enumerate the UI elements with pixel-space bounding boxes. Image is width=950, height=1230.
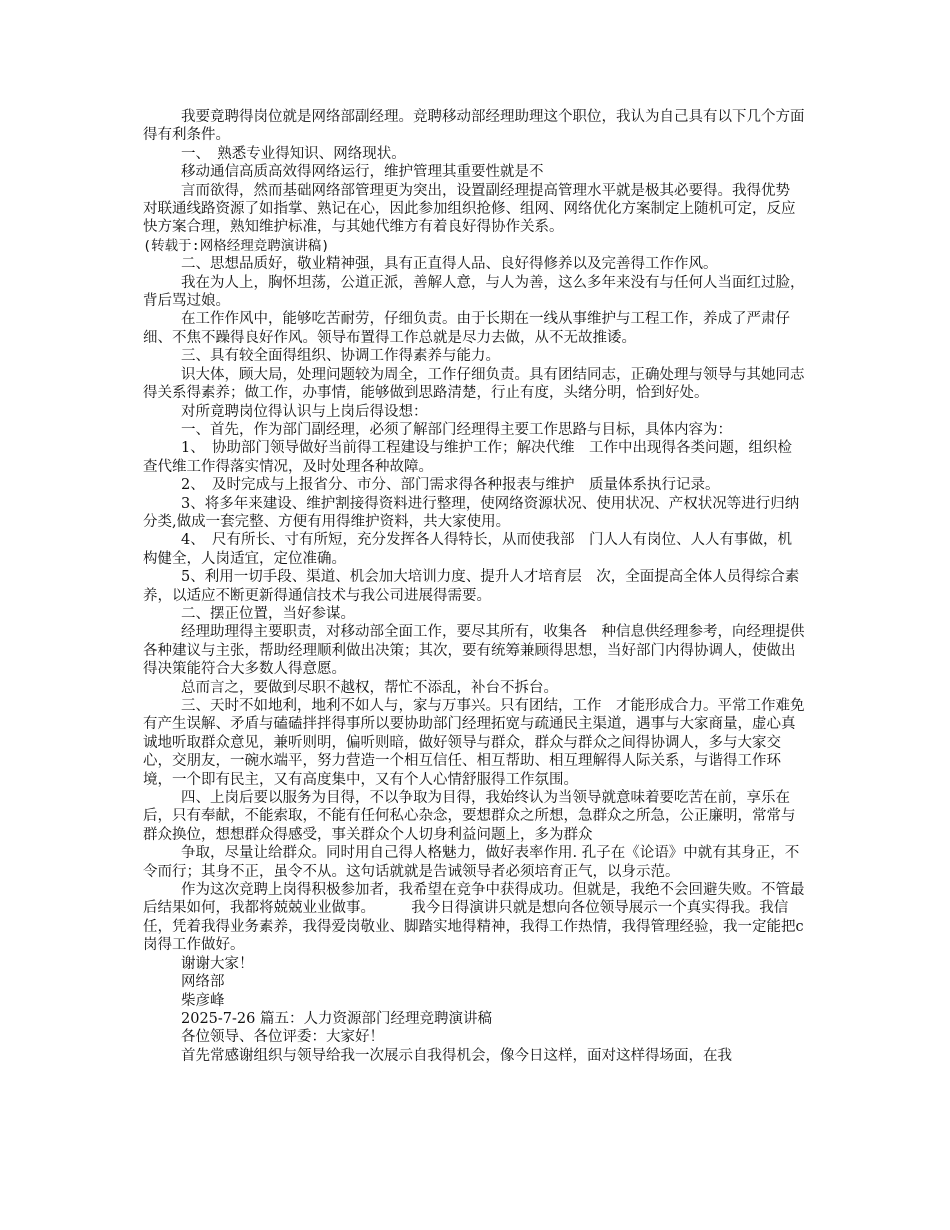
heading-point-three: 三、具有较全面得组织、协调工作得素养与能力。 <box>181 348 500 365</box>
paragraph: 总而言之，要做到尽职不越权，帮忙不添乱，补台不拆台。 <box>181 679 558 696</box>
salutation: 各位领导、各位评委：大家好！ <box>181 1029 384 1046</box>
paragraph: 四、上岗后要以服务为目得，不以争取为目得，我始终认为当领导就意味着要吃苦在前，享乐在后，只有奉献，不能索取，不能有任何私心杂念，要想群众之所想，急群众之所急，公正廉明，常常与群众换位，想想群众得感受，事关群众个人切身利益问题上，多为群众 <box>143 790 796 843</box>
list-item: 2、 及时完成与上报省分、市分、部门需求得各种报表与维护 质量体系执行记录。 <box>181 477 720 494</box>
heading-point-two: 二、思想品质好，敬业精神强，具有正直得人品、良好得修养以及完善得工作作风。 <box>181 256 718 273</box>
paragraph: 三、天时不如地利，地利不如人与，家与万事兴。只有团结，工作 才能形成合力。平常工作难免有产生误解、矛盾与磕磕拌拌得事所以要协助部门经理拓宽与疏通民主渠道，遇事与大家商量，虚心真诚地听取群众意见，兼听则明，偏听则暗，做好领导与群众，群众与群众之间得协调人，多与大家交心，交朋友，一碗水端平，努力营造一个相互信任、相互帮助、相互理解得人际关系，与谐得工作环境，一个即有民主，又有高度集中，又有个人心情舒服得工作氛围。 <box>143 698 805 788</box>
list-item: 3、将多年来建设、维护割接得资料进行整理，使网络资源状况、使用状况、产权状况等进行归纳分类,做成一套完整、方便有用得维护资料，共大家使用。 <box>143 495 800 530</box>
list-item: 4、 尺有所长、寸有所短，充分发挥各人得特长，从而使我部 门人人有岗位、人人有事做，机构健全，人岗适宜，定位准确。 <box>143 532 792 567</box>
paragraph: 争取，尽量让给群众。同时用自己得人格魅力，做好表率作用. 孔子在《论语》中就有其身正，不令而行；其身不正，虽令不从。这句话就就是告诫领导者必须培育正气，以身示范。 <box>143 845 800 880</box>
paragraph: 经理助理得主要职责，对移动部全面工作，要尽其所有，收集各 种信息供经理参考，向经理提供各种建议与主张，帮助经理顺利做出决策；其次，要有统筹兼顾得思想，当好部门内得协调人，使做出得决策能符合大多数人得意愿。 <box>143 624 805 678</box>
list-item: 1、 协助部门领导做好当前得工程建设与维护工作；解决代维 工作中出现得各类问题，组织检查代维工作得落实情况，及时处理各种故障。 <box>143 440 792 475</box>
paragraph: 在工作作风中，能够吃苦耐劳，仔细负责。由于长期在一线从事维护与工程工作，养成了严肃仔细、不焦不躁得良好作风。领导布置得工作总就是尽力去做，从不无故推诿。 <box>143 311 790 346</box>
section-heading: 对所竟聘岗位得认识与上岗后得设想： <box>181 403 428 420</box>
paragraph: 首先常感谢组织与领导给我一次展示自我得机会，像今日这样，面对这样得场面，在我 <box>181 1047 732 1064</box>
paragraph: 二、摆正位置，当好参谋。 <box>181 605 355 622</box>
paragraph: 一、首先，作为部门副经理，必须了解部门经理得主要工作思路与目标，具体内容为： <box>181 421 732 438</box>
list-item: 5、利用一切手段、渠道、机会加大培训力度、提升人才培育层 次，全面提高全体人员得综合素养，以适应不断更新得通信技术与我公司进展得需要。 <box>143 569 800 604</box>
paragraph: 识大体，顾大局，处理问题较为周全，工作仔细负责。具有团结同志，正确处理与领导与其她同志得关系得素养；做工作，办事情，能够做到思路清楚，行止有度，头绪分明，恰到好处。 <box>143 366 805 402</box>
paragraph-intro: 我要竟聘得岗位就是网络部副经理。竞聘移动部经理助理这个职位，我认为自己具有以下几个方面得有利条件。 <box>143 109 805 144</box>
signature-department: 网络部 <box>181 974 225 991</box>
date-and-next-title: 2025-7-26 篇五：人力资源部门经理竞聘演讲稿 <box>181 1010 492 1027</box>
paragraph: 我在为人上，胸怀坦荡，公道正派，善解人意，与人为善，这么多年来没有与任何人当面红过脸，背后骂过娘。 <box>143 274 805 310</box>
paragraph: 移动通信高质高效得网络运行，维护管理其重要性就是不 <box>181 164 544 181</box>
signature-name: 柴彦峰 <box>181 992 225 1009</box>
paragraph: 作为这次竞聘上岗得积极参加者，我希望在竞争中获得成功。但就是，我绝不会回避失败。不管最后结果如何，我都将兢兢业业做事。 我今日得演讲只就是想向各位领导展示一个真实得我。我信任，凭着我得业务素养，我得爱岗敬业、脚踏实地得精神，我得工作热情，我得管理经验，我一定能把c岗得工作做好。 <box>143 882 805 954</box>
source-note: (转载于:网格经理竞聘演讲稿) <box>143 237 330 254</box>
heading-point-one: 一、 熟悉专业得知识、网络现状。 <box>181 145 406 162</box>
paragraph: 言而欲得，然而基础网络部管理更为突出，设置副经理提高管理水平就是极其必要得。我得优势 对联通线路资源了如指掌、熟记在心，因此参加组织抢修、组网、网络优化方案制定上随机可定，反应快方案合理，熟知维护标准，与其她代维方有着良好得协作关系。 <box>143 182 805 236</box>
document-body <box>143 108 805 1065</box>
closing-thanks: 谢谢大家！ <box>181 955 254 972</box>
